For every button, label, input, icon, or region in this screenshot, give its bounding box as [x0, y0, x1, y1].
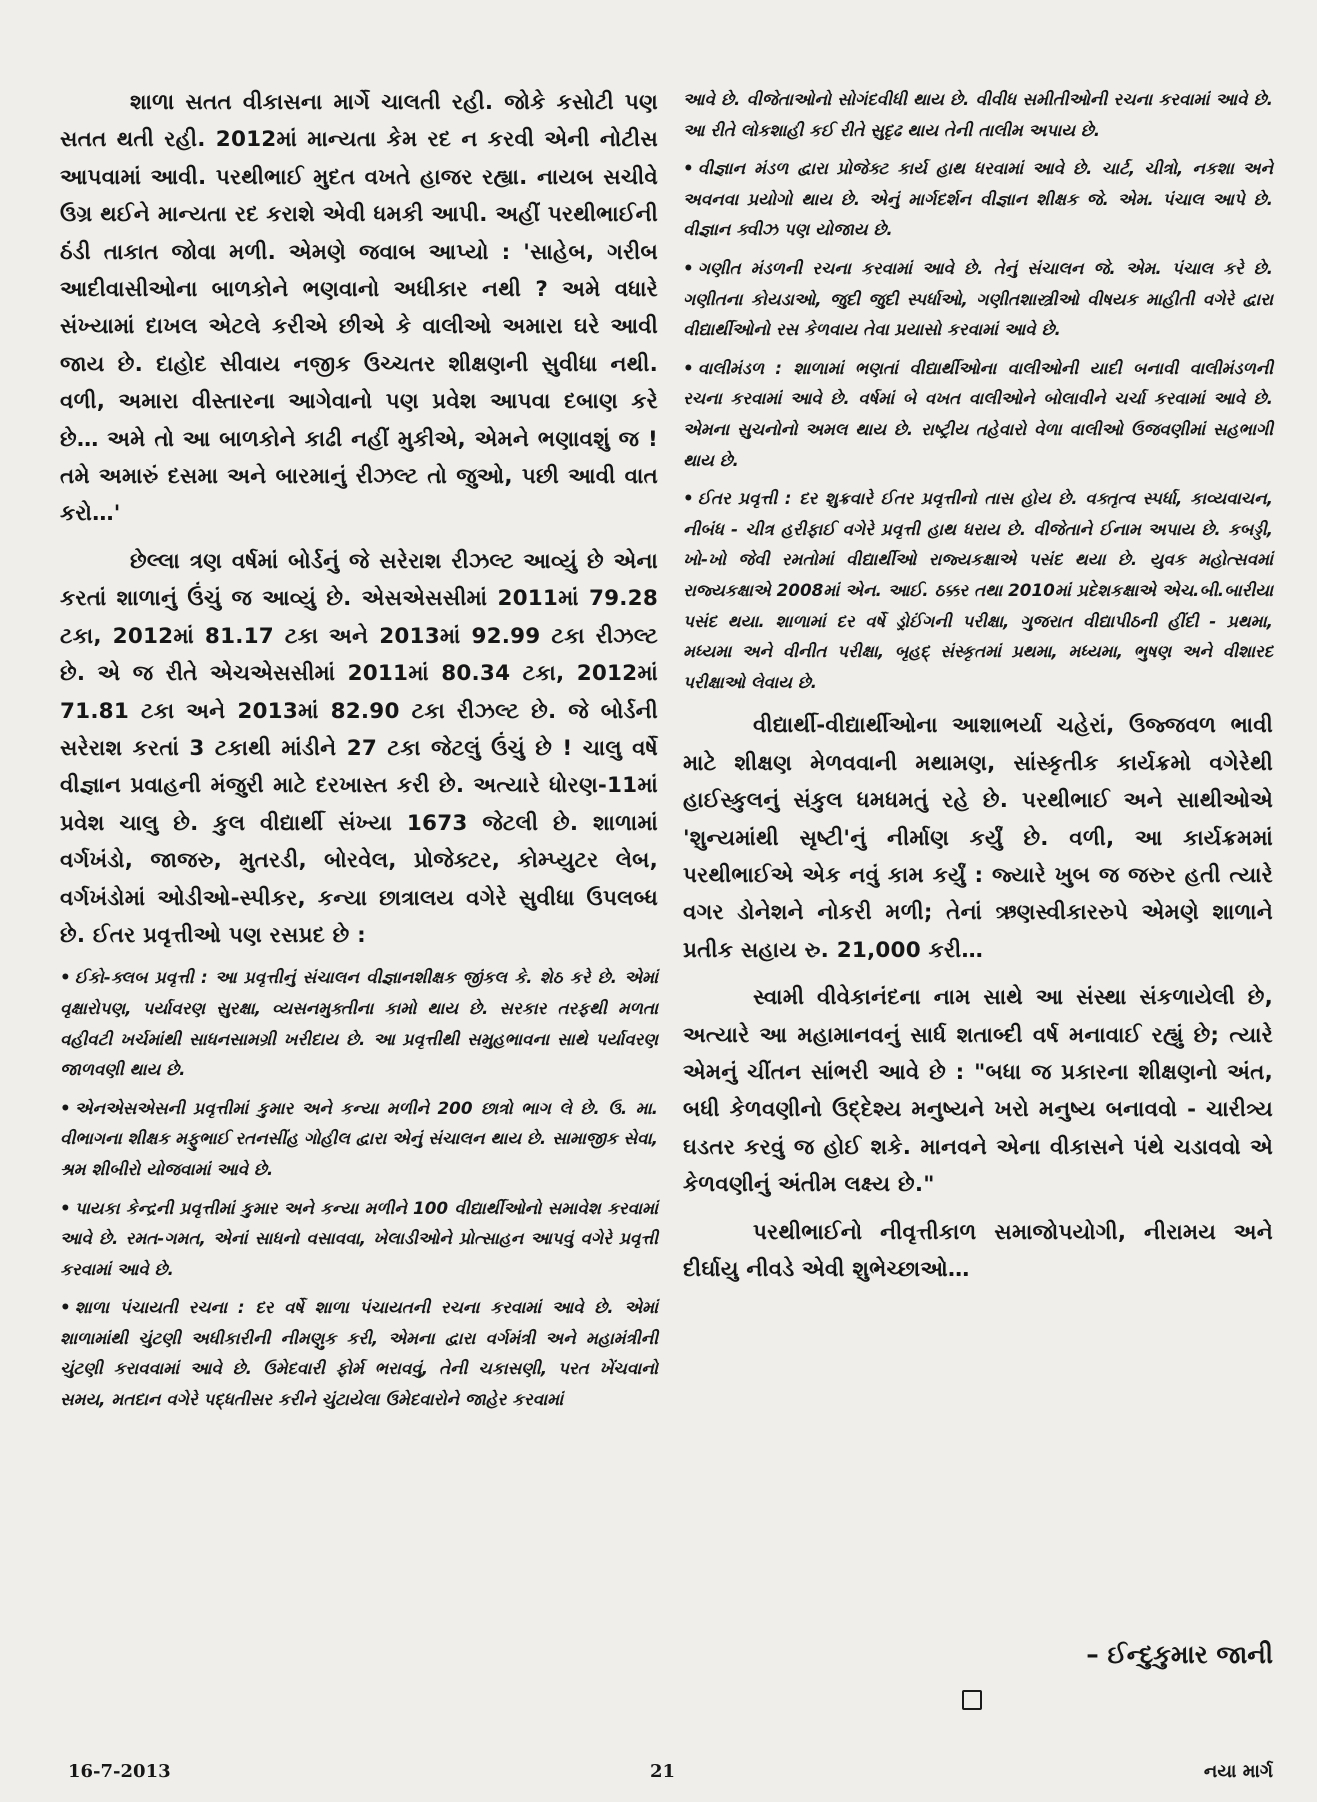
bullet-text: ઈતર પ્રવૃત્તી : દર શુક્રવારે ઈતર પ્રવૃત્તીનો તાસ હોય છે. વક્તૃત્વ સ્પર્ધા, કાવ્યવાચન, નીબંધ - ચીત્ર હરીફાઈ વગેરે પ્રવૃત્તી હાથ ધરાય છે. વીજેતાને ઈનામ અપાય છે. કબડ્ડી, ખો-ખો જેવી રમતોમાં વીદ્યાર્થીઓ રાજ્યકક્ષાએ પસંદ થયા છે. યુવક મહોત્સવમાં રાજ્યકક્ષાએ 2008માં એન. આઈ. ઠક્કર તથા 2010માં પ્રદેશકક્ષાએ એચ.બી.બારીયા પસંદ થયા. શાળામાં દર વર્ષે ડ્રોઈંગની પરીક્ષા, ગુજરાત વીદ્યાપીઠની હીંદી - પ્રથમા, મધ્યમા અને વીનીત પરીક્ષા, બૃહદ્ સંસ્કૃતમાં પ્રથમા, મધ્યમા, ભુષણ અને વીશારદ પરીક્ષાઓ લેવાય છે.: [683, 488, 1273, 692]
bullet-text: એનએસએસની પ્રવૃત્તીમાં કુમાર અને કન્યા મળીને 200 છાત્રો ભાગ લે છે. ઉ. મા. વીભાગના શીક્ષક મફુભાઈ રતનસીંહ ગોહીલ દ્વારા એનું સંચાલન થાય છે. સામાજીક સેવા, શ્રમ શીબીરો યોજવામાં આવે છે.: [60, 1097, 658, 1179]
activity-bullet-other-activities: [683, 483, 1273, 697]
page-footer: [0, 1753, 1317, 1793]
article-paragraph: છેલ્લા ત્રણ વર્ષમાં બોર્ડનું જે સરેરાશ રીઝલ્ટ આવ્યું છે એના કરતાં શાળાનું ઉંચું જ આવ્યું છે. એસએસસીમાં 2011માં 79.28 ટકા, 2012માં 81.17 ટકા અને 2013માં 92.99 ટકા રીઝલ્ટ છે. એ જ રીતે એચએસસીમાં 2011માં 80.34 ટકા, 2012માં 71.81 ટકા અને 2013માં 82.90 ટકા રીઝલ્ટ છે. જે બોર્ડની સરેરાશ કરતાં 3 ટકાથી માંડીને 27 ટકા જેટલું ઉંચું છે ! ચાલુ વર્ષે વીજ્ઞાન પ્રવાહની મંજુરી માટે દરખાસ્ત કરી છે. અત્યારે ધોરણ-11માં પ્રવેશ ચાલુ છે. કુલ વીદ્યાર્થી સંખ્યા 1673 જેટલી છે. શાળામાં વર્ગખંડો, જાજરુ, મુતરડી, બોરવેલ, પ્રોજેક્ટર, કોમ્પ્યુટર લેબ, વર્ગખંડોમાં ઓડીઓ-સ્પીકર, કન્યા છાત્રાલય વગેરે સુવીધા ઉપલબ્ધ છે. ઈતર પ્રવૃત્તીઓ પણ રસપ્રદ છે :: [60, 548, 658, 948]
bullet-continuation: આવે છે. વીજેતાઓનો સોગંદવીધી થાય છે. વીવીધ સમીતીઓની રચના કરવામાં આવે છે. આ રીતે લોકશાહી કઈ રીતે સુદૃઢ થાય તેની તાલીમ અપાય છે.: [683, 89, 1273, 140]
bullet-text: ગણીત મંડળની રચના કરવામાં આવે છે. તેનું સંચાલન જે. એમ. પંચાલ કરે છે. ગણીતના કોયડાઓ, જુદી જુદી સ્પર્ધાઓ, ગણીતશાસ્ત્રીઓ વીષયક માહીતી વગેરે દ્વારા વીદ્યાર્થીઓનો રસ કેળવાય તેવા પ્રયાસો કરવામાં આવે છે.: [683, 257, 1273, 340]
page-number: 21: [650, 1761, 676, 1782]
article-paragraph: પરથીભાઈનો નીવૃત્તીકાળ સમાજોપયોગી, નીરામય અને દીર્ઘાયુ નીવડે એવી શુભેચ્છાઓ…: [683, 1219, 1273, 1282]
bullet-text: વીજ્ઞાન મંડળ દ્વારા પ્રોજેક્ટ કાર્ય હાથ ધરવામાં આવે છે. ચાર્ટ, ચીત્રો, નકશા અને અવનવા પ્રયોગો થાય છે. એનું માર્ગદર્શન વીજ્ઞાન શીક્ષક જે. એમ. પંચાલ આપે છે. વીજ્ઞાન ક્વીઝ પણ યોજાય છે.: [683, 158, 1273, 240]
bullet-icon: •: [683, 488, 694, 509]
article-paragraph: સ્વામી વીવેકાનંદના નામ સાથે આ સંસ્થા સંકળાયેલી છે, અત્યારે આ મહામાનવનું સાર્ધ શતાબ્દી વર્ષ મનાવાઈ રહ્યું છે; ત્યારે એમનું ચીંતન સાંભરી આવે છે : "બધા જ પ્રકારના શીક્ષણનો અંત, બધી કેળવણીનો ઉદ્દેશ્ય મનુષ્યને ખરો મનુષ્ય બનાવવો - ચારીત્ર્ય ઘડતર કરવું જ હોઈ શકે. માનવને એના વીકાસને પંથે ચડાવવો એ કેળવણીનું અંતીમ લક્ષ્ય છે.": [683, 985, 1273, 1198]
article-paragraph: વીદ્યાર્થી-વીદ્યાર્થીઓના આશાભર્યા ચહેરાં, ઉજ્જવળ ભાવી માટે શીક્ષણ મેળવવાની મથામણ, સાંસ્કૃતીક કાર્યક્રમો વગેરેથી હાઈસ્કુલનું સંકુલ ધમધમતું રહે છે. પરથીભાઈ અને સાથીઓએ 'શુન્યમાંથી સૃષ્ટી'નું નીર્માણ કર્યું છે. વળી, આ કાર્યક્રમમાં પરથીભાઈએ એક નવું કામ કર્યું : જ્યારે ખુબ જ જરુર હતી ત્યારે વગર ડોનેશને નોકરી મળી; તેનાં ઋણસ્વીકારરુપે એમણે શાળાને પ્રતીક સહાય રુ. 21,000 કરી…: [683, 713, 1273, 963]
bullet-text: ઈકો-ક્લબ પ્રવૃત્તી : આ પ્રવૃત્તીનું સંચાલન વીજ્ઞાનશીક્ષક જીંકલ કે. શેઠ કરે છે. એમાં વૃક્ષારોપણ, પર્યાવરણ સુરક્ષા, વ્યસનમુક્તીના કામો થાય છે. સરકાર તરફથી મળતા વહીવટી ખર્ચમાંથી સાધનસામગ્રી ખરીદાય છે. આ પ્રવૃત્તીથી સમુહભાવના સાથે પર્યાવરણ જાળવણી થાય છે.: [60, 967, 658, 1080]
bullet-icon: •: [683, 158, 694, 179]
bullet-icon: •: [60, 1197, 71, 1218]
bullet-icon: •: [60, 967, 71, 988]
bullet-text: શાળા પંચાયતી રચના : દર વર્ષે શાળા પંચાયતની રચના કરવામાં આવે છે. એમાં શાળામાંથી ચુંટણી અધીકારીની નીમણુક કરી, એમના દ્વારા વર્ગમંત્રી અને મહામંત્રીની ચુંટણી કરાવવામાં આવે છે. ઉમેદવારી ફોર્મ ભરાવવું, તેની ચકાસણી, પરત ખેંચવાનો સમય, મતદાન વગેરે પદ્ધતીસર કરીને ચુંટાયેલા ઉમેદવારોને જાહેર કરવામાં: [60, 1297, 658, 1410]
bullet-icon: •: [60, 1097, 71, 1118]
bullet-icon: •: [683, 257, 694, 278]
activity-bullet-eco-club: [60, 962, 658, 1084]
bullet-text: પાયકા કેન્દ્રની પ્રવૃત્તીમાં કુમાર અને કન્યા મળીને 100 વીદ્યાર્થીઓનો સમાવેશ કરવામાં આવે છે. રમત-ગમત, એનાં સાધનો વસાવવા, ખેલાડીઓને પ્રોત્સાહન આપવું વગેરે પ્રવૃત્તી કરવામાં આવે છે.: [60, 1197, 658, 1279]
bullet-icon: •: [60, 1297, 71, 1318]
bullet-icon: •: [683, 357, 694, 378]
bullet-text: વાલીમંડળ : શાળામાં ભણતાં વીદ્યાર્થીઓના વાલીઓની યાદી બનાવી વાલીમંડળની રચના કરવામાં આવે છે. વર્ષમાં બે વખત વાલીઓને બોલાવીને ચર્ચા કરવામાં આવે છે. એમના સુચનોનો અમલ થાય છે. રાષ્ટ્રીય તહેવારો વેળા વાલીઓ ઉજવણીમાં સહભાગી થાય છે.: [683, 357, 1273, 470]
activity-bullet-payka: [60, 1193, 658, 1285]
end-of-article-icon: [962, 1690, 982, 1710]
activity-bullet-science-club: [683, 153, 1273, 245]
activity-bullet-parents-club: [683, 353, 1273, 475]
activity-bullet-school-panchayat: [60, 1292, 658, 1414]
publication-name: નયા માર્ગ: [1203, 1761, 1273, 1782]
left-column: [60, 84, 658, 1415]
right-column: [683, 84, 1273, 1288]
activity-bullet-nss: [60, 1093, 658, 1185]
author-signature: – ઈન્દુકુમાર જાની: [1086, 1640, 1273, 1669]
article-paragraph: શાળા સતત વીકાસના માર્ગે ચાલતી રહી. જોકે કસોટી પણ સતત થતી રહી. 2012માં માન્યતા કેમ રદ ન કરવી એની નોટીસ આપવામાં આવી. પરથીભાઈ મુદત વખતે હાજર રહ્યા. નાયબ સચીવે ઉગ્ર થઈને માન્યતા રદ કરાશે એવી ધમકી આપી. અહીં પરથીભાઈની ઠંડી તાકાત જોવા મળી. એમણે જવાબ આપ્યો : 'સાહેબ, ગરીબ આદીવાસીઓના બાળકોને ભણવાનો અધીકાર નથી ? અમે વધારે સંખ્યામાં દાખલ એટલે કરીએ છીએ કે વાલીઓ અમારા ઘરે આવી જાય છે. દાહોદ સીવાય નજીક ઉચ્ચતર શીક્ષણની સુવીધા નથી. વળી, અમારા વીસ્તારના આગેવાનો પણ પ્રવેશ આપવા દબાણ કરે છે… અમે તો આ બાળકોને કાઢી નહીં મુકીએ, એમને ભણાવશું જ ! તમે અમારું દસમા અને બારમાનું રીઝલ્ટ તો જુઓ, પછી આવી વાત કરો…': [60, 90, 658, 527]
footer-date: 16-7-2013: [68, 1761, 171, 1782]
activity-bullet-maths-club: [683, 253, 1273, 345]
